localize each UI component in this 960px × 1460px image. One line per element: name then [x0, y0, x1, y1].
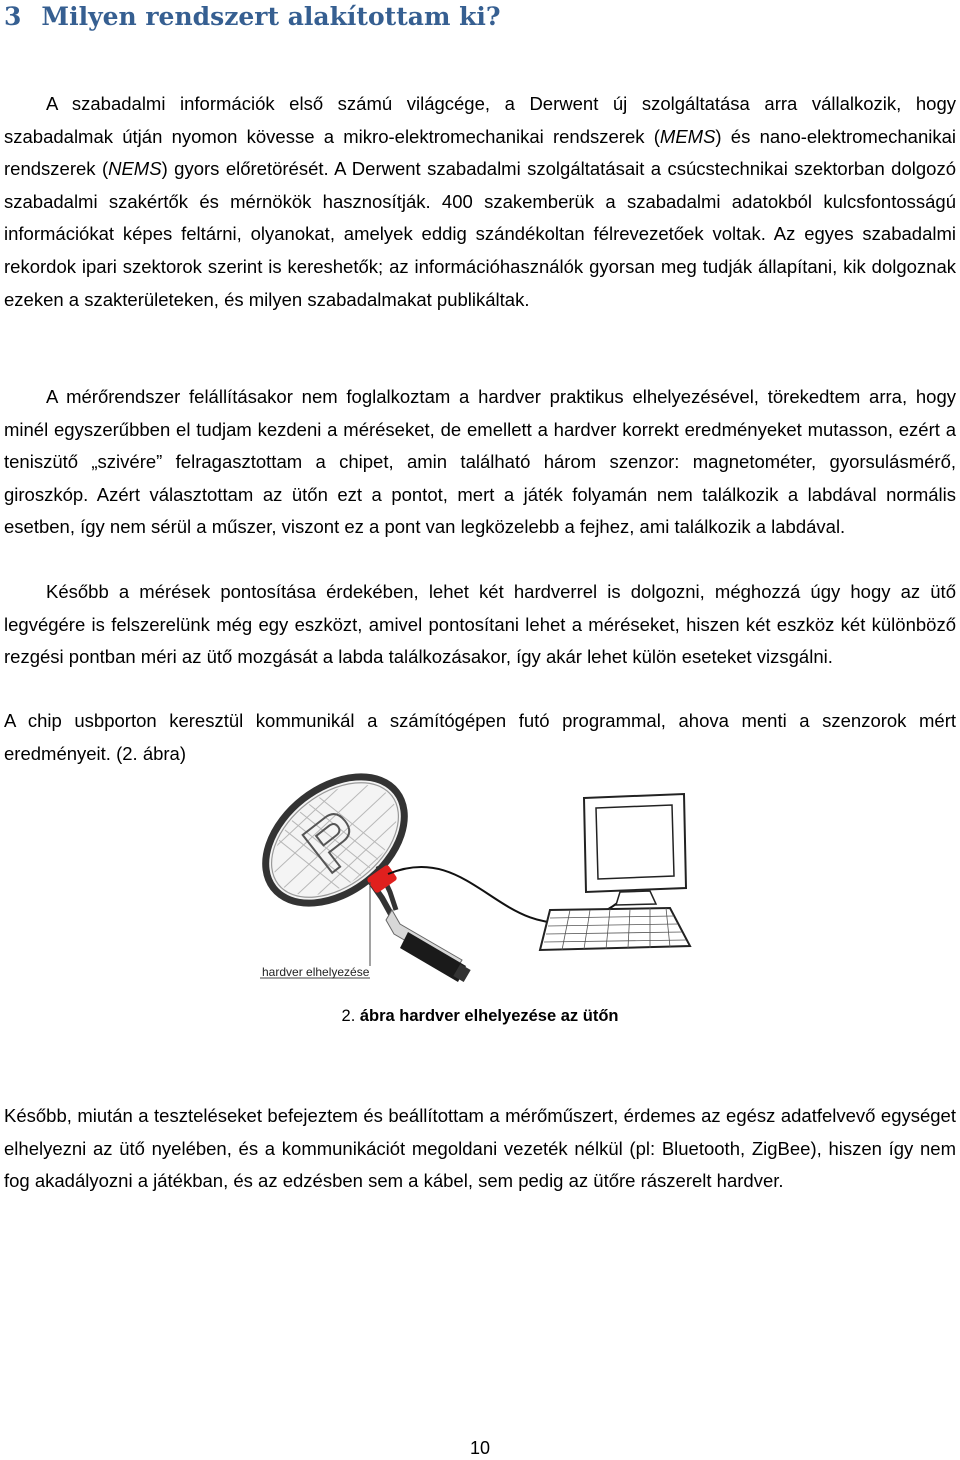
paragraph-wireless: Később, miután a teszteléseket befejeztem és beállítottam a mérőműszert, érdemes az egész adatfelvevő egységet elhelyezni az ütő nyelében, és a kommunikációt megoldani vezeték nélkül (pl: Bluetooth, ZigBee), hiszen így nem fog akadályozni a játékban, és az edzésben sem a kábel, sem pedig az ütőre rászerelt hardver.: [4, 1105, 956, 1192]
section-number: 3: [4, 2, 22, 31]
paragraph-text: ) gyors előretörését. A Derwent szabadalmi szolgáltatásait a csúcstechnikai szektorban dolgozó szabadalmi szakértők és mérnökök hasznosítják. 400 szakemberük a szabadalmi adatokból kulcsfontosságú információkat képes feltárni, olyanokat, amelyek eddig szándékoltan félrevezetőek voltak. Az egyes szabadalmi rekordok ipari szektorok szerint is kereshetők; az információhasználók gyorsan meg tudják állapítani, kik dolgoznak ezeken a szakterületeken, és milyen szabadalmakat publikáltak.: [4, 158, 956, 310]
caption-text: ábra hardver elhelyezése az ütőn: [355, 1007, 619, 1025]
paragraph-text: ) és nano-elektromechanikai rendszerek (: [4, 125, 956, 180]
section-title: Milyen rendszert alakítottam ki?: [41, 2, 501, 31]
caption-number: 2.: [341, 1007, 356, 1025]
paragraph-usb-communication: A chip usbporton keresztül kommunikál a számítógépen futó programmal, ahova menti a szenzorok mért eredményeit. (2. ábra): [4, 710, 956, 764]
nems-abbreviation: NEMS: [108, 158, 162, 180]
paragraph-text: A szabadalmi információk első számú világcége, a Derwent új szolgáltatása arra vállalkozik, hogy szabadalmak útján nyomon kövesse a mikro-elektromechanikai rendszerek (: [4, 93, 956, 147]
figure-caption: [0, 1004, 960, 1028]
computer-monitor-icon: [584, 794, 686, 905]
page-number: 10: [469, 1438, 491, 1458]
mems-abbreviation: MEMS: [659, 125, 716, 147]
tennis-racket-image: [250, 770, 471, 982]
paragraph-measurement-setup: A mérőrendszer felállításakor nem foglalkoztam a hardver praktikus elhelyezésével, törekedtem arra, hogy minél egyszerűbben el tudjam kezdeni a méréseket, de emellett a hardver korrekt eredményeket mutasson, ezért a teniszütő „szivére” felragasztottam a chipet, amin található három szenzor: magnetométer, gyorsulásmérő, giroszkóp. Azért választottam az ütőn ezt a pontot, mert a játék folyamán nem találkozik a labdával normális esetben, így nem sérül a műszer, viszont ez a pont van legközelebb a fejhez, ami találkozik a labdával.: [4, 386, 956, 538]
figure-racket-computer: [250, 770, 720, 990]
section-heading: [4, 0, 501, 34]
racket-computer-illustration: [250, 770, 720, 990]
paragraph-derwent: [4, 88, 956, 316]
figure-label: hardver elhelyezése: [262, 965, 370, 979]
paragraph-two-devices: Később a mérések pontosítása érdekében, lehet két hardverrel is dolgozni, méghozzá úgy hogy az ütő legvégére is felszerelünk még egy eszközt, amivel pontosítani lehet a méréseket, hiszen két eszköz két különböző rezgési pontban méri az ütő mozgását a labda találkozásakor, így akár lehet külön eseteket vizsgálni.: [4, 581, 956, 668]
keyboard-icon: [540, 908, 690, 950]
